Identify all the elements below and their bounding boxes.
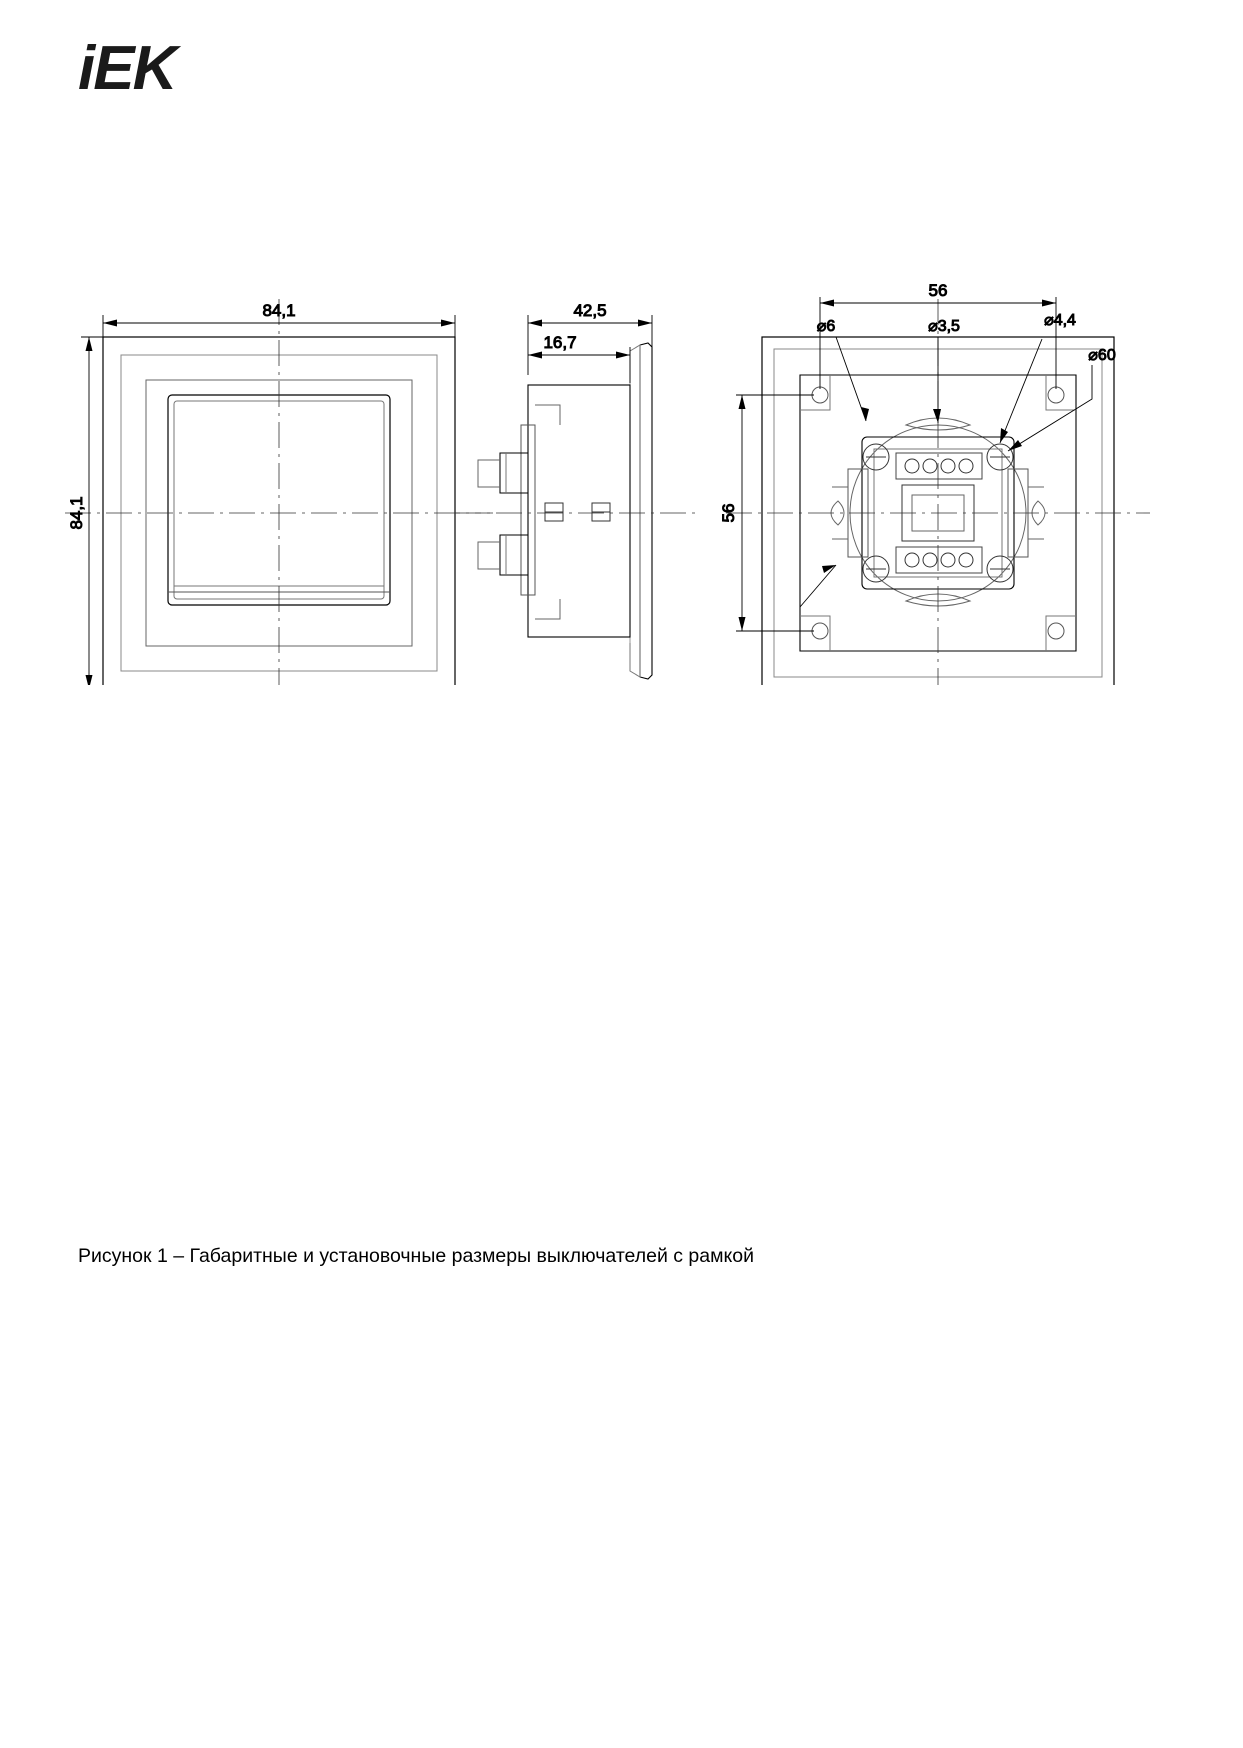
dim-front-height: 84,1 bbox=[67, 496, 86, 530]
dim-rear-height: 56 bbox=[719, 503, 738, 523]
callout-hole-44: ⌀4,4 bbox=[1044, 312, 1076, 329]
iek-logo: iEK bbox=[78, 34, 176, 103]
dim-side-depth-total: 42,5 bbox=[573, 301, 607, 320]
figure-caption: Рисунок 1 – Габаритные и установочные размеры выключателей с рамкой bbox=[78, 1245, 755, 1267]
callout-hole-6: ⌀6 bbox=[816, 318, 836, 335]
callout-circle-60: ⌀60 bbox=[1088, 347, 1116, 364]
dim-rear-width: 56 bbox=[928, 281, 948, 300]
technical-drawing bbox=[0, 255, 1243, 685]
dim-front-width: 84,1 bbox=[262, 301, 296, 320]
callout-hole-35: ⌀3,5 bbox=[928, 318, 960, 335]
dim-side-depth-body: 16,7 bbox=[543, 333, 577, 352]
